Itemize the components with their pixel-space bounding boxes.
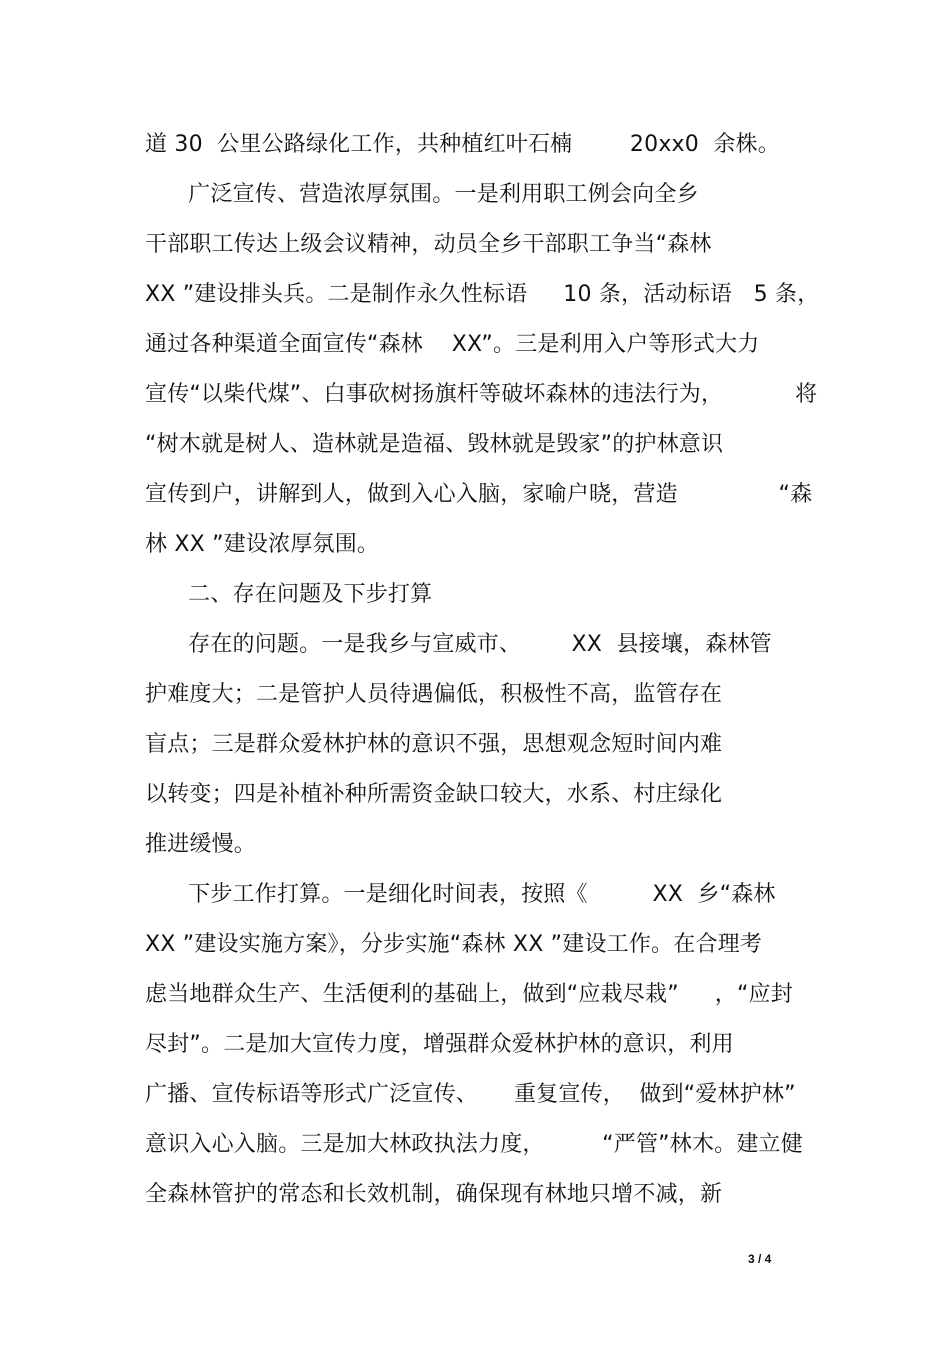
text-line: 下步工作打算。一是细化时间表，按照《 XX 乡“森林 [145, 882, 776, 907]
text-line: 全森林管护的常态和长效机制，确保现有林地只增不减，新 [145, 1182, 723, 1207]
text-line: 盲点；三是群众爱林护林的意识不强，思想观念短时间内难 [145, 732, 723, 757]
section-heading: 二、存在问题及下步打算 [145, 582, 433, 607]
text-line: 以转变；四是补植补种所需资金缺口较大，水系、村庄绿化 [145, 782, 723, 807]
text-line: 林 XX ”建设浓厚氛围。 [145, 532, 380, 557]
text-line: 广播、宣传标语等形式广泛宣传、 重复宣传， 做到“爱林护林” [145, 1082, 796, 1107]
text-line: XX ”建设排头兵。二是制作永久性标语 10 条，活动标语 5 条， [145, 282, 820, 307]
text-line: 推进缓慢。 [145, 832, 257, 857]
text-line: 存在的问题。一是我乡与宣威市、 XX 县接壤，森林管 [145, 632, 772, 657]
text-line: 广泛宣传、营造浓厚氛围。一是利用职工例会向全乡 [145, 182, 699, 207]
text-line: 虑当地群众生产、生活便利的基础上，做到“应栽尽栽” ，“应封 [145, 982, 793, 1007]
text-line: 宣传到户，讲解到人，做到入心入脑，家喻户晓，营造 “森 [145, 482, 813, 507]
text-line: 尽封”。二是加大宣传力度，增强群众爱林护林的意识，利用 [145, 1032, 734, 1057]
text-line: 宣传“以柴代煤”、白事砍树扬旗杆等破坏森林的违法行为， 将 [145, 382, 818, 407]
text-line: 道 30 公里公路绿化工作，共种植红叶石楠 20xx0 余株。 [145, 132, 780, 157]
text-line: 通过各种渠道全面宣传“森林 XX”。三是利用入户等形式大力 [145, 332, 760, 357]
text-line: 意识入心入脑。三是加大林政执法力度， “严管”林木。建立健 [145, 1132, 803, 1157]
text-line: 干部职工传达上级会议精神，动员全乡干部职工争当“森林 [145, 232, 712, 257]
page-number: 3 / 4 [748, 1252, 772, 1266]
text-line: “树木就是树人、造林就是造福、毁林就是毁家”的护林意识 [145, 432, 724, 457]
text-line: 护难度大；二是管护人员待遇偏低，积极性不高，监管存在 [145, 682, 723, 707]
text-line: XX ”建设实施方案》，分步实施“森林 XX ”建设工作。在合理考 [145, 932, 763, 957]
